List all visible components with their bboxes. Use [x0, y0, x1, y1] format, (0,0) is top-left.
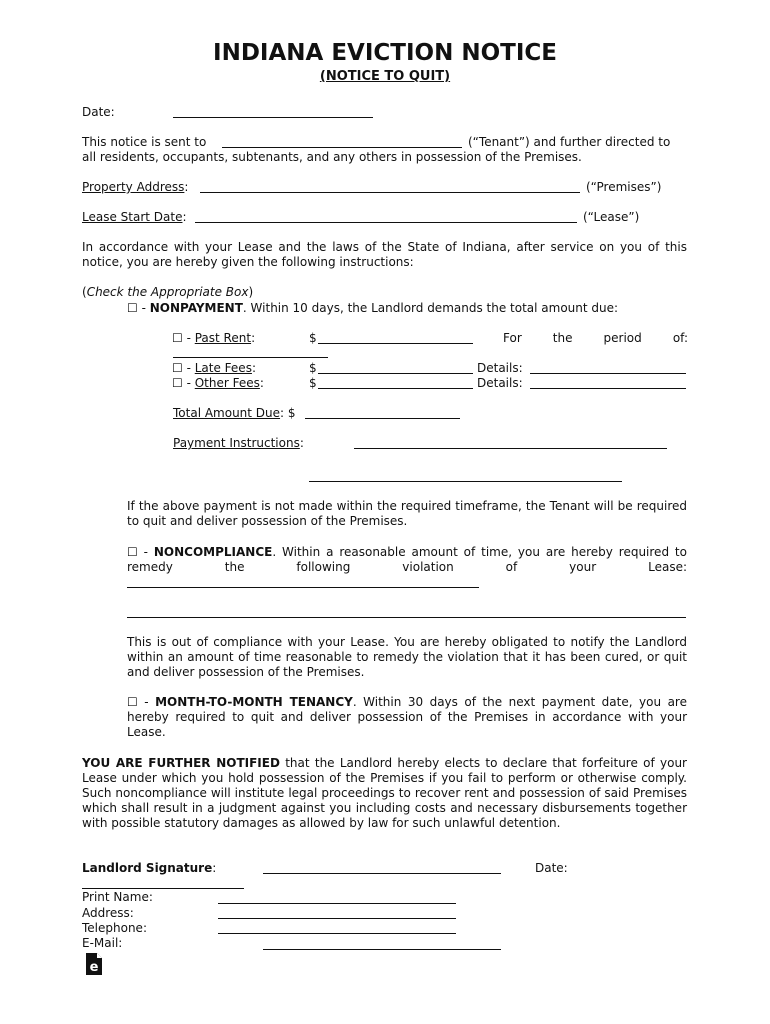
total-due-field[interactable] [305, 418, 460, 419]
landlord-signature-label: Landlord Signature [82, 861, 213, 875]
property-address-label [82, 180, 188, 195]
lease-start-colon: : [182, 210, 187, 224]
noncompliance-line2: remedy the following violation of your Lease: [127, 560, 687, 574]
eforms-logo-graphic [85, 952, 103, 976]
landlord-signature-colon: : [212, 861, 217, 875]
noncompliance-checkbox[interactable]: ☐ [127, 545, 138, 559]
lease-start-text: Lease Start Date [82, 210, 183, 224]
nonpayment-checkbox[interactable]: ☐ [127, 301, 138, 315]
noncompliance-option [127, 545, 687, 560]
payment-instructions-label: Payment Instructions [173, 436, 300, 450]
telephone-label: Telephone: [82, 921, 147, 935]
past-rent-checkbox[interactable]: ☐ [172, 331, 183, 345]
sent-to-prefix: This notice is sent to [82, 135, 207, 149]
lease-start-field[interactable] [195, 222, 577, 223]
signature-date-field[interactable] [82, 888, 244, 889]
late-fees-dollar: $ [309, 361, 317, 375]
compliance-paragraph: This is out of compliance with your Lease. You are hereby obligated to notify the Landlord within an amount of time reasonable to remedy the violation that it has been cured, or quit and deliver possession of the Premises. [127, 635, 687, 679]
total-due-suffix: : $ [280, 406, 296, 420]
further-notified-label: YOU ARE FURTHER NOTIFIED [82, 756, 280, 770]
further-notified-paragraph [82, 756, 687, 831]
further-notified-text: that the Landlord hereby elects to declare that forfeiture of your Lease under which you hold possession of the Premises if you fail to perform or otherwise comply. Such noncompliance will institute legal proceedings to recover rent and possession of said Premises which shall result in a judgment against you including costs and necessary disbursements together with possible statutory damages as allowed by law for such unlawful detention. [82, 756, 687, 830]
email-label: E-Mail: [82, 936, 123, 950]
other-fees-amount-field[interactable] [318, 388, 473, 389]
payment-instructions-field-1[interactable] [354, 448, 667, 449]
other-fees-dash: - [182, 376, 195, 390]
payment-instructions-colon: : [299, 436, 304, 450]
tenant-name-field[interactable] [222, 147, 462, 148]
date-label: Date: [82, 105, 115, 119]
check-open-paren: ( [82, 285, 87, 299]
violation-field-2[interactable] [127, 617, 686, 618]
late-fees-colon: : [251, 361, 256, 375]
accordance-paragraph: In accordance with your Lease and the laws of the State of Indiana, after service on you of this notice, you are hereby given the following instructions: [82, 240, 687, 269]
nonpayment-dash: - [137, 301, 150, 315]
mtm-text: . Within 30 days of the next payment date, you are hereby required to quit and deliver possession of the Premises in accordance with your Lease. [127, 695, 687, 739]
eforms-logo-icon [85, 952, 103, 976]
lease-start-label [82, 210, 187, 225]
property-address-colon: : [184, 180, 189, 194]
premises-tag: (“Premises”) [586, 180, 662, 194]
sent-to-line2: all residents, occupants, subtenants, and any others in possession of the Premises. [82, 150, 582, 164]
total-due-row [173, 406, 296, 421]
date-field[interactable] [173, 117, 373, 118]
other-fees-details-label: Details: [477, 376, 523, 390]
nonpayment-option [127, 301, 618, 316]
late-fees-label: Late Fees [194, 361, 252, 375]
period-field[interactable] [173, 357, 328, 358]
past-rent-label: Past Rent [194, 331, 252, 345]
nonpayment-label: NONPAYMENT [149, 301, 243, 315]
other-fees-details-field[interactable] [530, 388, 686, 389]
address-field[interactable] [218, 918, 456, 919]
landlord-signature-row [82, 861, 216, 876]
sent-to-suffix: (“Tenant”) and further directed to [468, 135, 671, 149]
late-fees-details-field[interactable] [530, 373, 686, 374]
telephone-field[interactable] [218, 933, 456, 934]
mtm-label: MONTH-TO-MONTH TENANCY [155, 695, 353, 709]
print-name-label: Print Name: [82, 890, 153, 904]
address-label: Address: [82, 906, 134, 920]
document-title: INDIANA EVICTION NOTICE [213, 40, 557, 66]
mtm-option [127, 695, 687, 740]
period-text: For the period of: [503, 331, 688, 345]
payment-instructions-row [173, 436, 304, 451]
late-fees-details-label: Details: [477, 361, 523, 375]
other-fees-dollar: $ [309, 376, 317, 390]
property-address-text: Property Address [82, 180, 185, 194]
property-address-field[interactable] [200, 192, 580, 193]
check-instruction-text: Check the Appropriate Box [86, 285, 249, 299]
past-rent-row [172, 331, 255, 346]
nonpayment-followup: If the above payment is not made within the required timeframe, the Tenant will be required to quit and deliver possession of the Premises. [127, 499, 687, 528]
noncompliance-dash: - [137, 545, 154, 559]
noncompliance-text: . Within a reasonable amount of time, you are hereby required to [272, 545, 687, 559]
other-fees-checkbox[interactable]: ☐ [172, 376, 183, 390]
lease-tag: (“Lease”) [583, 210, 640, 224]
late-fees-amount-field[interactable] [318, 373, 473, 374]
past-rent-dash: - [182, 331, 195, 345]
total-due-label: Total Amount Due [173, 406, 281, 420]
late-fees-checkbox[interactable]: ☐ [172, 361, 183, 375]
check-close-paren: ) [248, 285, 254, 299]
past-rent-amount-field[interactable] [318, 343, 473, 344]
eforms-logo-letter: e [89, 960, 99, 975]
late-fees-row [172, 361, 256, 376]
email-field[interactable] [263, 949, 501, 950]
late-fees-dash: - [182, 361, 195, 375]
document-subtitle: (NOTICE TO QUIT) [319, 69, 451, 84]
signature-date-label: Date: [535, 861, 568, 875]
past-rent-colon: : [251, 331, 256, 345]
check-instruction [82, 285, 253, 300]
mtm-checkbox[interactable]: ☐ [127, 695, 138, 709]
other-fees-colon: : [259, 376, 264, 390]
other-fees-row [172, 376, 264, 391]
print-name-field[interactable] [218, 903, 456, 904]
noncompliance-label: NONCOMPLIANCE [153, 545, 273, 559]
other-fees-label: Other Fees [194, 376, 260, 390]
nonpayment-text: . Within 10 days, the Landlord demands the total amount due: [242, 301, 619, 315]
mtm-dash: - [137, 695, 156, 709]
past-rent-dollar: $ [309, 331, 317, 345]
landlord-signature-field[interactable] [263, 873, 501, 874]
violation-field-1[interactable] [127, 587, 479, 588]
payment-instructions-field-2[interactable] [309, 481, 622, 482]
